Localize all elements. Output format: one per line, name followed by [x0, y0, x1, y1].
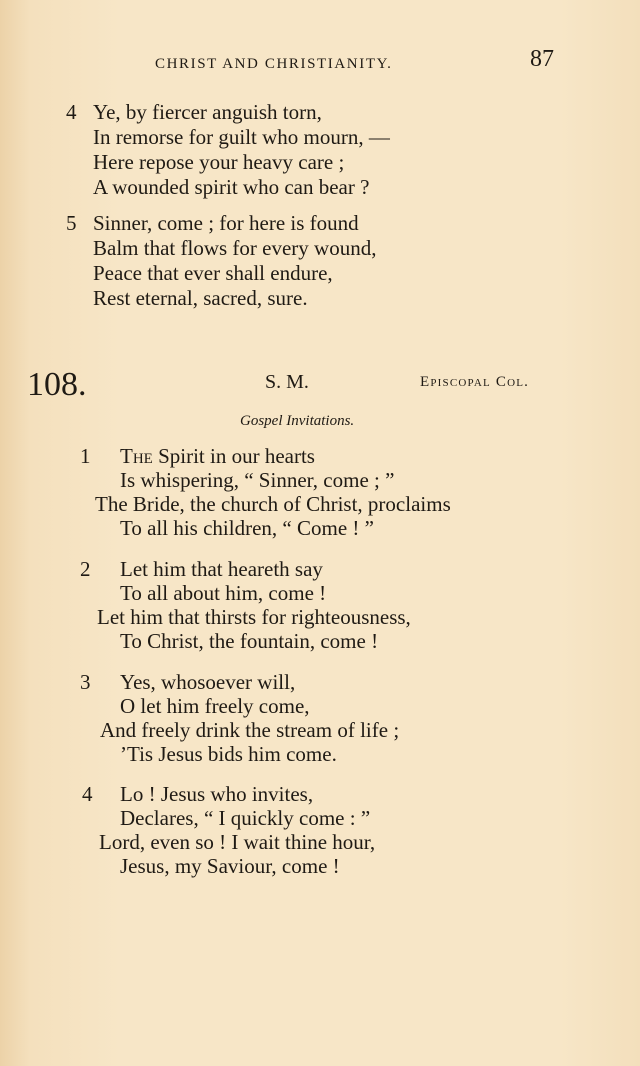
stanza-line: Let him that heareth say	[120, 557, 323, 581]
stanza-line: ’Tis Jesus bids him come.	[120, 742, 337, 766]
stanza-line: Balm that flows for every wound,	[93, 236, 377, 260]
stanza-line: To Christ, the fountain, come !	[120, 629, 379, 653]
hymn-subtitle: Gospel Invitations.	[240, 413, 355, 429]
stanza-number: 2	[80, 557, 91, 581]
stanza-line: A wounded spirit who can bear ?	[93, 175, 370, 199]
stanza-line: Sinner, come ; for here is found	[93, 211, 359, 235]
stanza-number: 4	[66, 100, 77, 124]
running-head: CHRIST AND CHRISTIANITY.	[155, 56, 393, 72]
stanza-line: Ye, by fiercer anguish torn,	[93, 100, 322, 124]
stanza-line: Here repose your heavy care ;	[93, 150, 345, 174]
stanza-line: And freely drink the stream of life ;	[100, 718, 400, 742]
stanza-line: Let him that thirsts for righteousness,	[97, 605, 411, 629]
stanza-number: 4	[82, 782, 93, 806]
hymn-source: Episcopal Col.	[420, 374, 530, 390]
stanza-line: Is whispering, “ Sinner, come ; ”	[120, 468, 395, 492]
stanza-number: 5	[66, 211, 77, 235]
stanza-number: 3	[80, 670, 91, 694]
stanza-line: Declares, “ I quickly come : ”	[120, 806, 371, 830]
stanza-line	[120, 444, 315, 469]
hymn-meter: S. M.	[265, 371, 309, 393]
page-number: 87	[530, 46, 554, 72]
stanza-line: The Bride, the church of Christ, proclaims	[95, 492, 451, 516]
stanza-line: Lo ! Jesus who invites,	[120, 782, 314, 806]
stanza-line: Jesus, my Saviour, come !	[120, 854, 340, 878]
stanza-line-rest: Spirit in our hearts	[152, 444, 315, 468]
stanza-line: In remorse for guilt who mourn, —	[93, 125, 390, 149]
stanza-line: Peace that ever shall endure,	[93, 261, 333, 285]
stanza-line: O let him freely come,	[120, 694, 310, 718]
small-caps-first-word: The	[120, 444, 153, 468]
stanza-number: 1	[80, 444, 91, 468]
stanza-line: To all his children, “ Come ! ”	[120, 516, 374, 540]
stanza-line: Yes, whosoever will,	[120, 670, 296, 694]
stanza-line: Rest eternal, sacred, sure.	[93, 286, 308, 310]
stanza-line: To all about him, come !	[120, 581, 327, 605]
stanza-line: Lord, even so ! I wait thine hour,	[99, 830, 376, 854]
hymn-number: 108.	[27, 366, 87, 403]
